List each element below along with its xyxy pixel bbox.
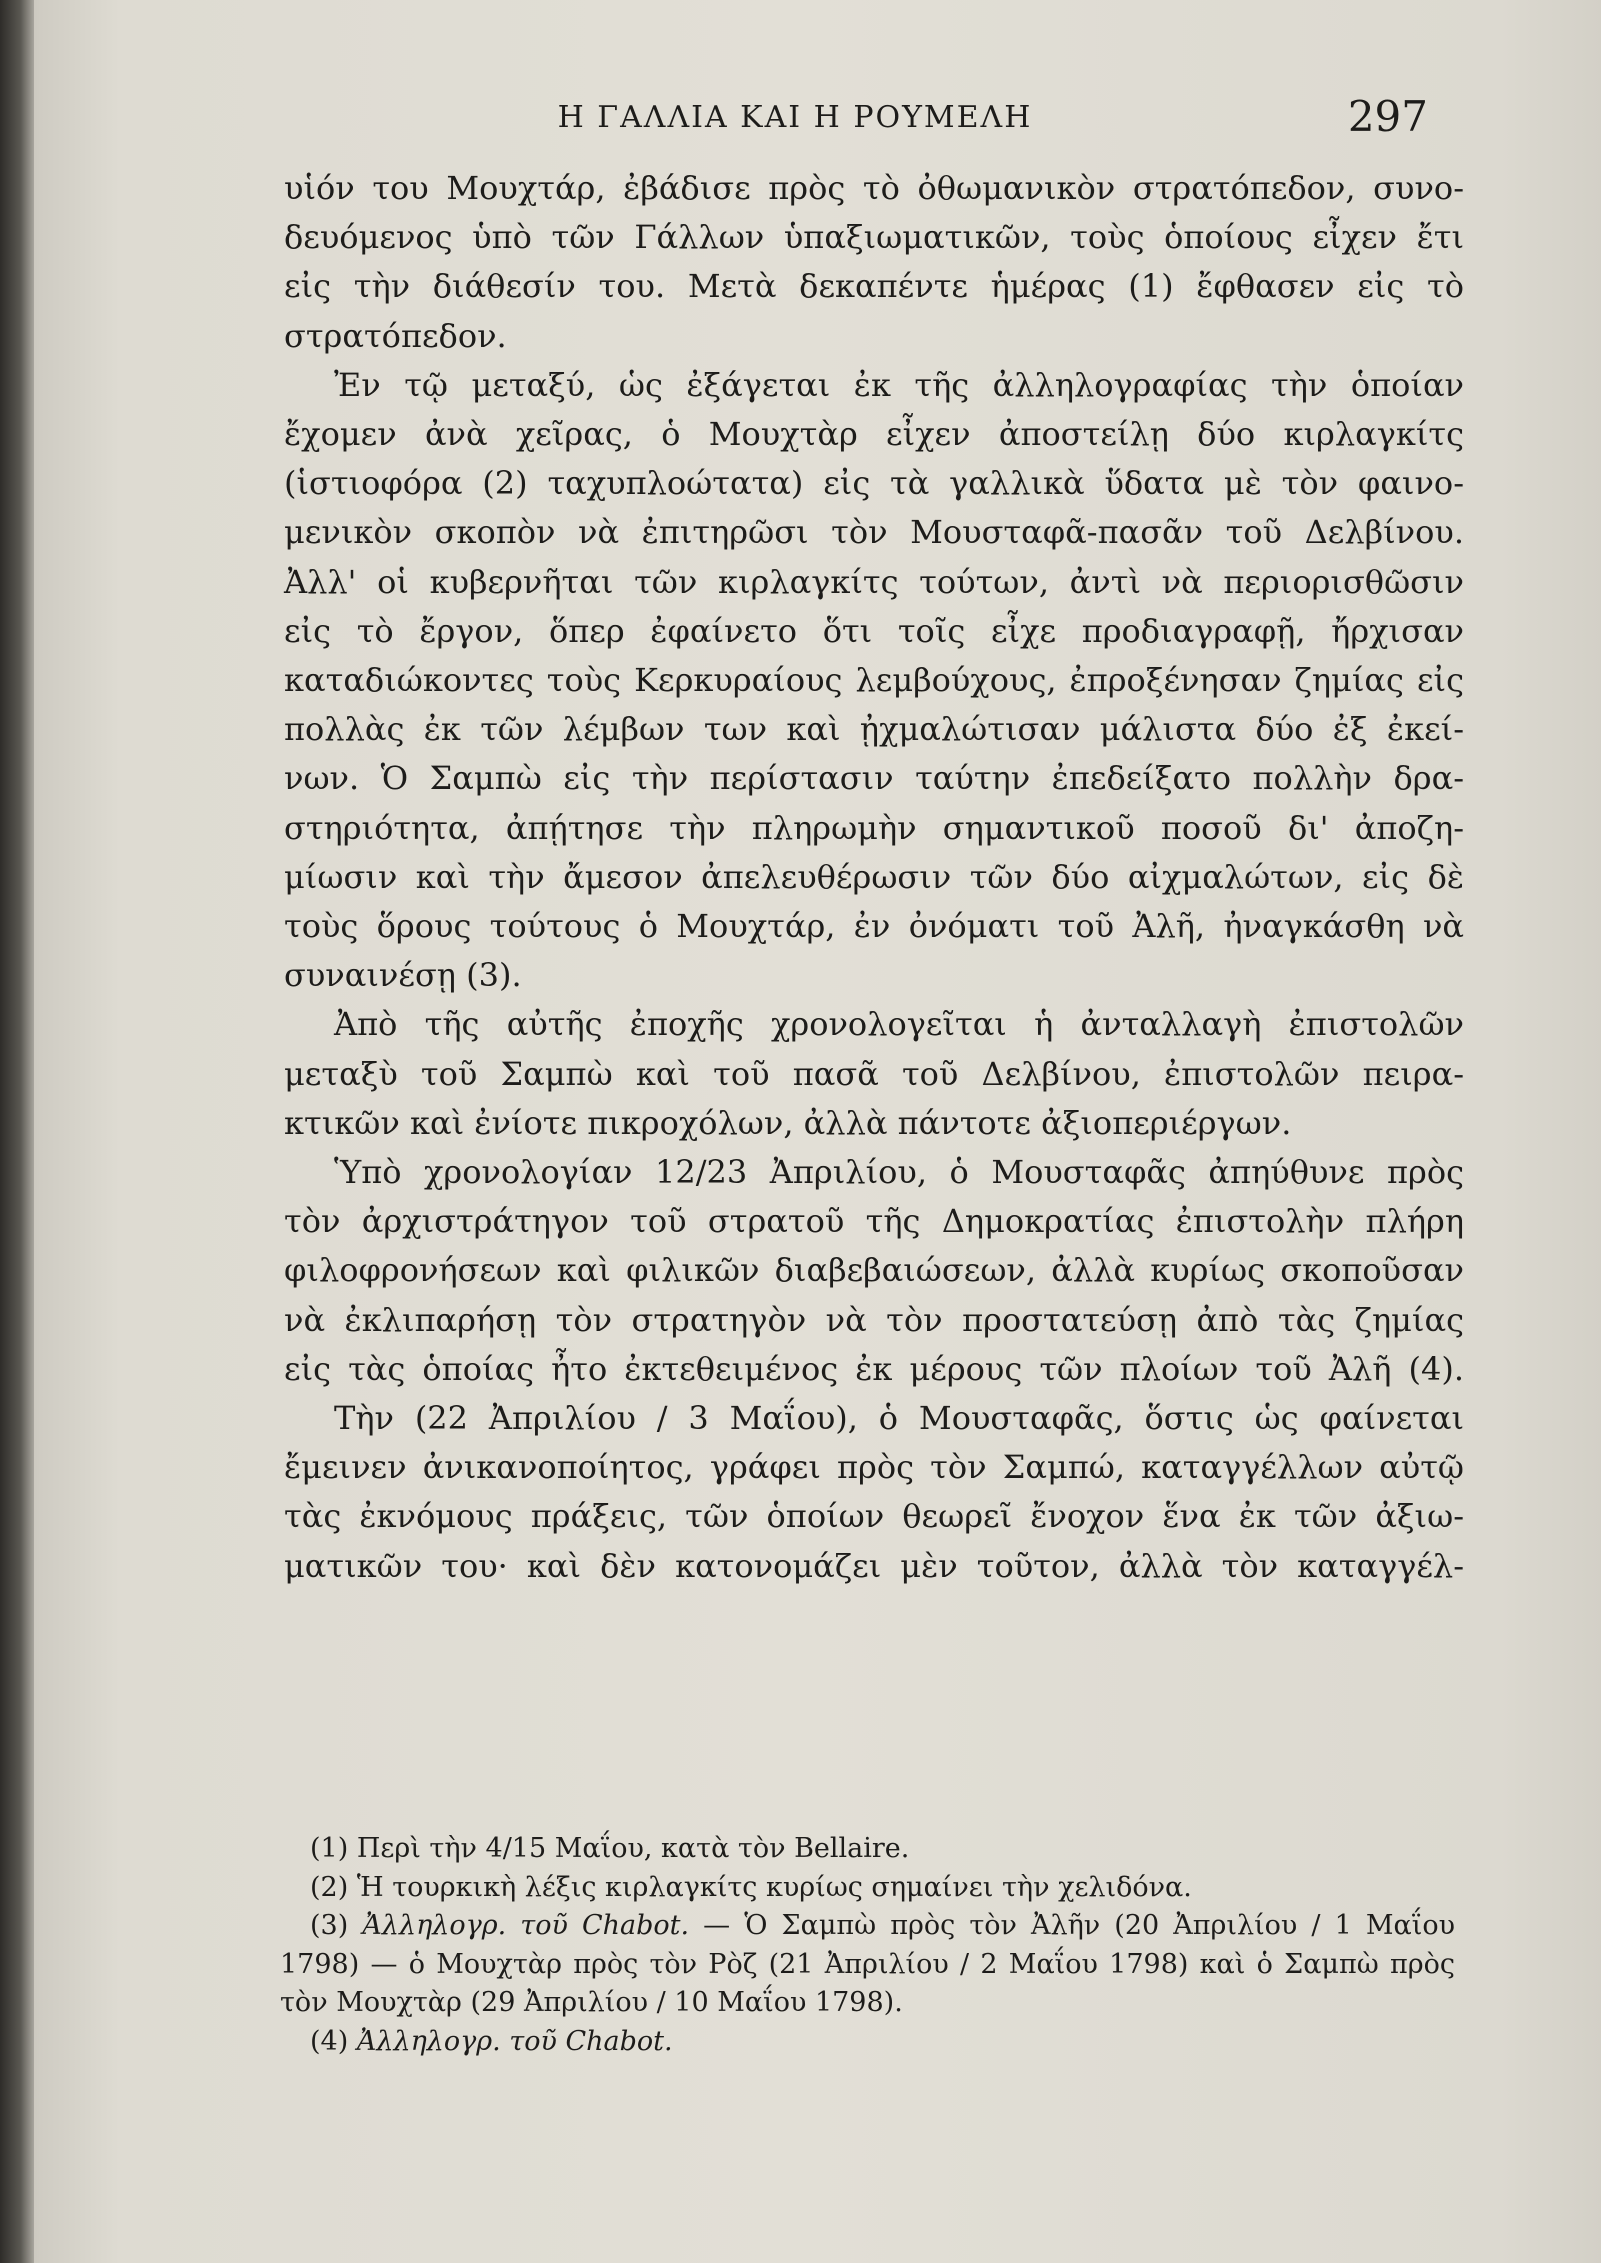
body-line: Ὑπὸ χρονολογίαν 12/23 Ἀπριλίου, ὁ Μουσταφᾶς ἀπηύθυνε πρὸς [334, 1153, 1464, 1192]
body-line: ματικῶν του· καὶ δὲν κατονομάζει μὲν τοῦτον, ἀλλὰ τὸν καταγγέλ- [284, 1546, 1464, 1585]
footnote-4-source: Ἀλληλογρ. τοῦ Chabot. [356, 2025, 673, 2057]
body-line: μεταξὺ τοῦ Σαμπὼ καὶ τοῦ πασᾶ τοῦ Δελβίνου, ἐπιστολῶν πειρα- [284, 1054, 1464, 1093]
body-line: ἔχομεν ἀνὰ χεῖρας, ὁ Μουχτὰρ εἶχεν ἀποστείλῃ δύο κιρλαγκίτς [284, 415, 1464, 454]
footnote-2: (2) Ἡ τουρκικὴ λέξις κιρλαγκίτς κυρίως σημαίνει τὴν χελιδόνα. [310, 1871, 1192, 1903]
page-binding-edge [0, 0, 34, 2263]
body-line: εἰς τὴν διάθεσίν του. Μετὰ δεκαπέντε ἡμέρας (1) ἔφθασεν εἰς τὸ [284, 267, 1464, 306]
body-line: φιλοφρονήσεων καὶ φιλικῶν διαβεβαιώσεων, ἀλλὰ κυρίως σκοποῦσαν [284, 1251, 1464, 1290]
body-line: νὰ ἐκλιπαρήσῃ τὸν στρατηγὸν νὰ τὸν προστατεύσῃ ἀπὸ τὰς ζημίας [284, 1300, 1464, 1339]
body-line: Ἐν τῷ μεταξύ, ὡς ἐξάγεται ἐκ τῆς ἀλληλογραφίας τὴν ὁποίαν [334, 365, 1464, 404]
body-line: Ἀπὸ τῆς αὐτῆς ἐποχῆς χρονολογεῖται ἡ ἀνταλλαγὴ ἐπιστολῶν [334, 1005, 1464, 1044]
running-title: Η ΓΑΛΛΙΑ ΚΑΙ Η ΡΟΥΜΕΛΗ [557, 100, 1033, 135]
body-line: τοὺς ὅρους τούτους ὁ Μουχτάρ, ἐν ὀνόματι τοῦ Ἀλῆ, ἠναγκάσθη νὰ [284, 907, 1464, 946]
body-line: τὸν ἀρχιστράτηγον τοῦ στρατοῦ τῆς Δημοκρατίας ἐπιστολὴν πλήρη [284, 1202, 1464, 1241]
body-line: Ἀλλ' οἱ κυβερνῆται τῶν κιρλαγκίτς τούτων, ἀντὶ νὰ περιορισθῶσιν [284, 562, 1464, 601]
body-line: εἰς τὰς ὁποίας ἦτο ἐκτεθειμένος ἐκ μέρους τῶν πλοίων τοῦ Ἀλῆ (4). [284, 1349, 1464, 1388]
footnote-3-line-3: τὸν Μουχτὰρ (29 Ἀπριλίου / 10 Μαΐου 1798). [280, 1987, 903, 2019]
footnote-3-source: Ἀλληλογρ. τοῦ Chabot. [362, 1910, 690, 1942]
footnote-3-text: — Ὁ Σαμπὼ πρὸς τὸν Ἀλῆν (20 Ἀπριλίου / 1 Μαΐου [689, 1910, 1455, 1942]
body-line: πολλὰς ἐκ τῶν λέμβων των καὶ ᾐχμαλώτισαν μάλιστα δύο ἐξ ἐκεί- [284, 710, 1464, 749]
body-line: κτικῶν καὶ ἐνίοτε πικροχόλων, ἀλλὰ πάντοτε ἀξιοπεριέργων. [284, 1103, 1292, 1142]
footnote-4 [310, 2023, 1455, 2062]
body-line: ἔμεινεν ἀνικανοποίητος, γράφει πρὸς τὸν Σαμπώ, καταγγέλλων αὐτῷ [284, 1448, 1464, 1487]
body-line: μίωσιν καὶ τὴν ἄμεσον ἀπελευθέρωσιν τῶν δύο αἰχμαλώτων, εἰς δὲ [284, 857, 1464, 896]
footnote-3-marker: (3) [310, 1910, 349, 1942]
body-line: εἰς τὸ ἔργον, ὅπερ ἐφαίνετο ὅτι τοῖς εἶχε προδιαγραφῇ, ἤρχισαν [284, 611, 1464, 650]
body-line: Τὴν (22 Ἀπριλίου / 3 Μαΐου), ὁ Μουσταφᾶς, ὅστις ὡς φαίνεται [334, 1399, 1464, 1438]
footnote-4-marker: (4) [310, 2025, 349, 2057]
body-line: στηριότητα, ἀπῄτησε τὴν πληρωμὴν σημαντικοῦ ποσοῦ δι' ἀποζη- [284, 808, 1464, 847]
body-line: υἱόν του Μουχτάρ, ἐβάδισε πρὸς τὸ ὀθωμανικὸν στρατόπεδον, συνο- [284, 169, 1464, 207]
body-line: μενικὸν σκοπὸν νὰ ἐπιτηρῶσι τὸν Μουσταφᾶ-πασᾶν τοῦ Δελβίνου. [284, 513, 1464, 552]
body-line: στρατόπεδον. [284, 316, 507, 355]
footnotes [280, 1830, 1455, 2062]
body-text [284, 164, 1464, 1591]
body-line: τὰς ἐκνόμους πράξεις, τῶν ὁποίων θεωρεῖ ἔνοχον ἕνα ἐκ τῶν ἀξιω- [284, 1497, 1464, 1536]
body-line: καταδιώκοντες τοὺς Κερκυραίους λεμβούχους, ἐπροξένησαν ζημίας εἰς [284, 661, 1464, 700]
body-line: δευόμενος ὑπὸ τῶν Γάλλων ὑπαξιωματικῶν, τοὺς ὁποίους εἶχεν ἔτι [284, 218, 1464, 257]
body-line: συναινέσῃ (3). [284, 956, 522, 995]
body-line: νων. Ὁ Σαμπὼ εἰς τὴν περίστασιν ταύτην ἐπεδείξατο πολλὴν δρα- [284, 759, 1464, 798]
footnote-3 [310, 1907, 1455, 1946]
body-line: (ἱστιοφόρα (2) ταχυπλοώτατα) εἰς τὰ γαλλικὰ ὕδατα μὲ τὸν φαινο- [284, 464, 1464, 503]
page-number: 297 [1347, 92, 1428, 141]
footnote-1: (1) Περὶ τὴν 4/15 Μαΐου, κατὰ τὸν Bellaire. [310, 1833, 910, 1864]
page-header [150, 92, 1440, 152]
footnote-3-line-2: 1798) — ὁ Μουχτὰρ πρὸς τὸν Ρὸζ (21 Ἀπριλίου / 2 Μαΐου 1798) καὶ ὁ Σαμπὼ πρὸς [280, 1948, 1455, 1980]
